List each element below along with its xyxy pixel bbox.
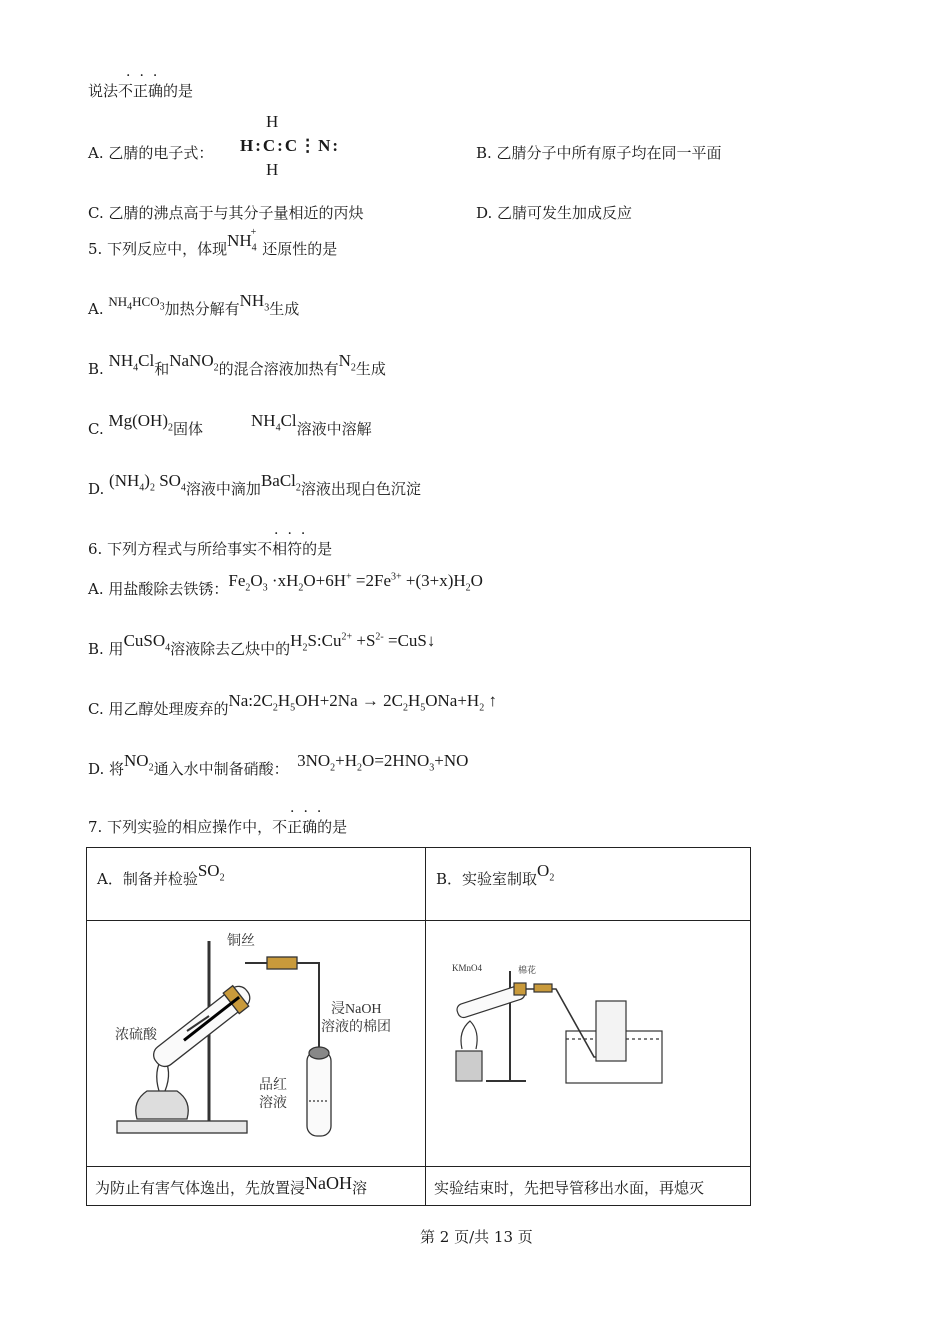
label-cotton-2: 溶液的棉团 — [321, 1020, 391, 1035]
label-cotton: 棉花 — [518, 965, 537, 975]
q6-stem: 6. 下列方程式与所给事实不相符的是 — [88, 540, 333, 558]
q6-option-c: C. 用乙醇处理废弃的$Na:2C_2H_5OH+2Na \to 2C_2H_5ONa+H_2$ ↑ — [88, 691, 497, 718]
q5-option-d: D. $(NH_4)_2$ $SO_4$溶液中滴加BaCl$_2$溶液出现白色沉淀 — [88, 471, 421, 498]
label-dye-1: 品红 — [259, 1078, 287, 1093]
label-wire: 铜丝 — [227, 934, 255, 949]
label-cotton-1: 浸NaOH — [331, 1002, 382, 1017]
q5-option-b: B. $NH_4Cl$和NaNO$_2$的混合溶液加热有$N_2$生成 — [88, 351, 386, 378]
q4-option-b: B. 乙腈分子中所有原子均在同一平面 — [476, 144, 722, 162]
stand-base — [117, 1121, 247, 1133]
q5-option-c: C. $Mg(OH)_2$固体 $NH_4Cl$溶液中溶解 — [88, 411, 372, 438]
q7-b-head-cell — [426, 848, 751, 921]
emphasis-dots: ··· — [290, 804, 331, 820]
q7-a-operation-cell — [87, 1167, 426, 1206]
emphasis-dots: ··· — [274, 526, 315, 542]
test-tube — [148, 981, 255, 1072]
q4-option-c: C. 乙腈的沸点高于与其分子量相近的丙炔 — [88, 204, 364, 222]
label-kmno4: KMnO4 — [452, 963, 483, 973]
gas-collecting-bottle — [596, 1001, 626, 1061]
q7-b-operation-cell — [426, 1167, 751, 1206]
electron-formula-h-top: H — [266, 112, 279, 131]
q5-stem: 5. 下列反应中，体现$NH_4^+$还原性的是 — [88, 227, 338, 258]
q7-a-head: A．制备并检验$SO_2$ — [97, 861, 225, 888]
label-acid: 浓硫酸 — [115, 1028, 157, 1043]
electron-formula-h-bottom: H — [266, 160, 279, 179]
q4-option-d: D. 乙腈可发生加成反应 — [476, 204, 633, 222]
q7-a-figure-cell — [87, 921, 426, 1167]
q7-b-head: B．实验室制取$O_2$ — [436, 861, 555, 888]
copper-wire — [184, 997, 239, 1040]
q5-option-a: A. $NH_4HCO_3$加热分解有$NH_3$生成 — [88, 291, 300, 318]
q7-a-operation: 为防止有害气体逸出，先放置浸NaOH溶 — [95, 1173, 368, 1197]
label-dye-2: 溶液 — [259, 1096, 287, 1111]
emphasis-dots: ··· — [126, 68, 167, 84]
so2-apparatus-figure — [87, 921, 425, 1166]
stopper — [514, 983, 526, 995]
q7-a-head-cell — [87, 848, 426, 921]
receiver-tube — [307, 1051, 331, 1136]
rubber-joint — [267, 957, 297, 969]
electron-formula: H:C:C⋮N: — [240, 136, 341, 155]
delivery-tube — [245, 963, 319, 1063]
flame-icon — [461, 1021, 477, 1049]
q7-table — [86, 847, 751, 1206]
rubber-joint — [534, 984, 552, 992]
q6-option-d: D. 将$NO_2$通入水中制备硝酸： $3NO_2+H_2O=2HNO_3+NO$ — [88, 751, 469, 778]
page-footer: 第 2 页/共 13 页 — [420, 1228, 533, 1246]
alcohol-lamp — [136, 1091, 189, 1119]
q6-option-a: A. 用盐酸除去铁锈：$Fe_2O_3 \cdot xH_2O+6H^+ =2Fe^{3+} +(3+x)H_2O$ — [88, 571, 483, 598]
lamp-block — [456, 1051, 482, 1081]
o2-apparatus-figure — [426, 921, 750, 1166]
cotton-ball — [309, 1047, 329, 1059]
q6-option-b: B. 用CuSO$_4$溶液除去乙炔中的$H_2S:Cu^{2+} +S^{2-}$ =CuS↓ — [88, 631, 436, 658]
q7-stem: 7. 下列实验的相应操作中，不正确的是 — [88, 818, 348, 836]
q7-b-figure-cell — [426, 921, 751, 1167]
q4-option-a: A. 乙腈的电子式： — [88, 144, 214, 162]
q7-b-operation: 实验结束时，先把导管移出水面，再熄灭 — [434, 1179, 705, 1197]
intro-line: 说法不正确的是 — [88, 82, 194, 100]
